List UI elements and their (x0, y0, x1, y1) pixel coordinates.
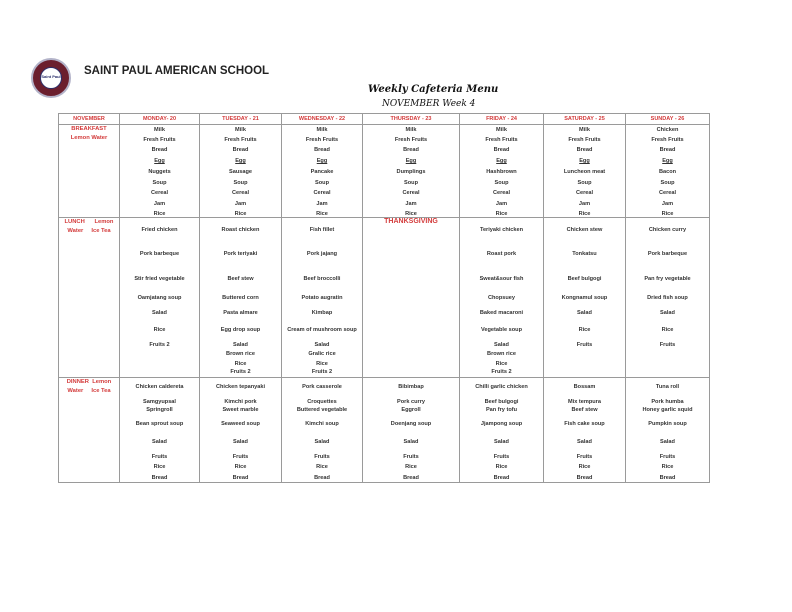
menu-item: Fruits (576, 342, 593, 348)
menu-item: Pork teriyaki (223, 251, 258, 257)
menu-item: Egg (579, 158, 590, 164)
menu-item: Rice (153, 464, 166, 470)
menu-item: Bread (232, 147, 249, 153)
menu-item: Rice (316, 361, 328, 367)
menu-item: Chicken (656, 127, 679, 133)
menu-item: Chicken curry (648, 227, 687, 233)
menu-item: Vegetable soup (480, 327, 523, 333)
menu-item: Salad (314, 439, 330, 445)
menu-item: Egg (235, 158, 246, 164)
lunch-drink-line (59, 227, 119, 236)
lunch-label-cell (59, 218, 120, 378)
menu-item: Kongnamul soup (561, 295, 608, 301)
menu-item: Dumplings (396, 169, 426, 175)
holiday-label: THANKSGIVING (384, 218, 438, 225)
day-header-wednesday: WEDNESDAY - 22 (282, 114, 363, 125)
menu-item: Rice (495, 211, 508, 217)
menu-item: Rice (405, 464, 417, 470)
menu-item: Beef broccolli (303, 276, 341, 282)
menu-item: Rice (316, 211, 328, 217)
menu-item: Rice (661, 327, 674, 333)
menu-item: Sausage (228, 169, 252, 175)
school-name: SAINT PAUL AMERICAN SCHOOL (84, 65, 270, 77)
menu-item: Bread (314, 475, 330, 481)
lunch-monday (120, 218, 200, 378)
dinner-wednesday (282, 378, 363, 483)
menu-item: Bread (659, 475, 676, 481)
menu-item: Luncheon meat (563, 169, 606, 175)
menu-item: Milk (405, 127, 417, 133)
menu-item: Beef stew (227, 276, 254, 282)
menu-item: Beef bulgogi (567, 276, 602, 282)
day-header-thursday: THURSDAY - 23 (363, 114, 460, 125)
menu-item: Rice (578, 327, 591, 333)
menu-item: Rice (234, 464, 247, 470)
menu-item: Tuna roll (655, 384, 680, 390)
menu-item: Rice (495, 464, 508, 470)
breakfast-saturday (544, 125, 626, 218)
menu-item: Rice (405, 211, 417, 217)
menu-item: Tonkatsu (572, 251, 597, 257)
menu-item: Egg (405, 158, 417, 164)
menu-item: Rice (153, 211, 166, 217)
menu-item: Soup (152, 180, 167, 186)
breakfast-wednesday (282, 125, 363, 218)
menu-item: Fruits (232, 454, 249, 460)
menu-item: Egg (316, 158, 328, 164)
menu-item: Bread (659, 147, 676, 153)
dinner-row (59, 378, 710, 483)
menu-item: Rice (316, 464, 328, 470)
menu-item: Rice (661, 211, 674, 217)
menu-item: Beef bulgogi (484, 399, 519, 405)
menu-item: Dried fish soup (647, 295, 688, 301)
menu-item: Fruits (151, 454, 168, 460)
menu-item: Jjampong soup (480, 421, 523, 427)
menu-item: Salad (314, 342, 330, 348)
menu-item: Chicken caldereta (135, 384, 184, 390)
menu-item: Milk (154, 127, 165, 133)
menu-item: Salad (403, 439, 419, 445)
menu-item: Buttered corn (222, 295, 259, 301)
menu-item: Salad (233, 342, 248, 348)
dinner-label-line (59, 378, 119, 387)
menu-item: Kimchi soup (305, 421, 339, 427)
menu-item: Pork barbeque (647, 251, 688, 257)
breakfast-thursday (363, 125, 460, 218)
menu-item: Croquettes (307, 399, 337, 405)
lunch-label: LUNCH (64, 219, 85, 225)
menu-item: Cereal (231, 190, 250, 196)
school-logo (31, 58, 71, 98)
dinner-drink-icetea: Ice Tea (91, 388, 111, 394)
menu-item: Salad (494, 439, 509, 445)
menu-item: Rice (153, 327, 166, 333)
breakfast-label-cell (59, 125, 120, 218)
menu-item: Chicken stew (566, 227, 603, 233)
menu-item: Salad (577, 310, 592, 316)
menu-item: Honey garlic squid (642, 407, 693, 413)
menu-item: Egg (662, 158, 673, 164)
day-header-monday: MONDAY- 20 (120, 114, 200, 125)
menu-item: Cereal (150, 190, 169, 196)
menu-item: Rice (578, 211, 591, 217)
menu-item: Bread (403, 147, 419, 153)
menu-item: Chilli garlic chicken (475, 384, 528, 390)
menu-item: Bread (403, 475, 419, 481)
day-header-friday: FRIDAY - 24 (460, 114, 544, 125)
menu-item: Bean sprout soup (135, 421, 184, 427)
menu-item: Jam (661, 201, 674, 207)
menu-item: Kimbap (311, 310, 333, 316)
breakfast-friday (460, 125, 544, 218)
menu-item: Bread (314, 147, 330, 153)
menu-item: Rice (578, 464, 591, 470)
menu-item: Fresh Fruits (394, 137, 428, 143)
menu-item: Cereal (575, 190, 594, 196)
dinner-monday (120, 378, 200, 483)
lunch-label-line (59, 218, 119, 227)
menu-item: Sweet marble (222, 407, 259, 413)
menu-item: Fruits (659, 454, 676, 460)
menu-item: Fresh Fruits (568, 137, 601, 143)
menu-item: Salad (233, 439, 248, 445)
menu-item: Pork curry (397, 399, 425, 405)
dinner-tuesday (200, 378, 282, 483)
menu-item: Brown rice (226, 351, 255, 357)
menu-item: Pork humba (651, 399, 684, 405)
menu-item: Milk (579, 127, 590, 133)
breakfast-label: BREAKFAST (71, 126, 107, 132)
menu-item: Potato augratin (301, 295, 343, 301)
menu-item: Bossam (573, 384, 596, 390)
menu-item: Fruits (576, 454, 593, 460)
menu-item: Fresh Fruits (305, 137, 339, 143)
menu-item: Salad (494, 342, 509, 348)
menu-item: Bread (151, 147, 168, 153)
menu-item: Brown rice (487, 351, 516, 357)
menu-item: Chopsuey (487, 295, 516, 301)
breakfast-monday (120, 125, 200, 218)
menu-item: Salad (152, 310, 167, 316)
menu-item: Pork casserole (302, 384, 342, 390)
menu-item: Nuggets (148, 169, 171, 175)
menu-item: Samgyupsal (143, 399, 176, 405)
menu-item: Kimchi pork (224, 399, 257, 405)
logo-emblem (40, 67, 62, 89)
menu-item: Oamjatang soup (137, 295, 182, 301)
menu-item: Rice (495, 361, 508, 367)
menu-item: Pan fry tofu (485, 407, 518, 413)
dinner-saturday (544, 378, 626, 483)
lunch-wednesday (282, 218, 363, 378)
menu-item: Fruits (659, 342, 676, 348)
menu-item: Buttered vegetable (296, 407, 348, 413)
menu-table (58, 113, 710, 483)
menu-item: Sweat&sour fish (479, 276, 524, 282)
menu-item: Fish cake soup (564, 421, 605, 427)
day-header-saturday: SATURDAY - 25 (544, 114, 626, 125)
menu-item: Fruits (493, 454, 510, 460)
lunch-friday (460, 218, 544, 378)
menu-item: Stir fried vegetable (134, 276, 185, 282)
menu-item: Rice (234, 361, 247, 367)
menu-subtitle: NOVEMBER Week 4 (382, 99, 476, 109)
menu-item: Jam (316, 201, 328, 207)
menu-item: Egg (154, 158, 165, 164)
menu-item: Pumpkin soup (648, 421, 687, 427)
menu-item: Seaweed soup (221, 421, 260, 427)
lunch-drink-icetea: Ice Tea (91, 228, 111, 234)
lunch-drink-water: Water (67, 228, 84, 234)
menu-item: Bread (232, 475, 249, 481)
menu-item: Rice (661, 464, 674, 470)
menu-item: Bread (151, 475, 168, 481)
menu-item: Chicken tepanyaki (215, 384, 266, 390)
menu-item: Salad (660, 310, 675, 316)
table-header-row (59, 114, 710, 125)
menu-item: Pan fry vegetable (644, 276, 691, 282)
menu-item: Bacon (658, 169, 677, 175)
dinner-thursday (363, 378, 460, 483)
menu-item: Roast chicken (221, 227, 260, 233)
menu-item: Cereal (313, 190, 331, 196)
menu-item: Fruits 2 (311, 369, 333, 375)
lunch-tuesday (200, 218, 282, 378)
menu-item: Jam (153, 201, 166, 207)
menu-item: Pancake (310, 169, 334, 175)
day-header-tuesday: TUESDAY - 21 (200, 114, 282, 125)
dinner-drink-lemon: Lemon (92, 379, 112, 385)
menu-item: Salad (577, 439, 592, 445)
menu-item: Baked macaroni (479, 310, 524, 316)
menu-item: Cereal (658, 190, 677, 196)
menu-item: Salad (660, 439, 675, 445)
menu-item: Fried chicken (141, 227, 178, 233)
month-header: NOVEMBER (59, 114, 120, 125)
menu-item: Fruits 2 (149, 342, 170, 348)
menu-item: Soup (233, 180, 248, 186)
menu-item: Fish fillet (309, 227, 335, 233)
menu-item: Egg drop soup (220, 327, 261, 333)
menu-item: Mix tempura (568, 399, 601, 405)
menu-item: Bibimbap (398, 384, 424, 390)
menu-item: Egg (496, 158, 507, 164)
menu-item: Soup (660, 180, 675, 186)
menu-item: Jam (234, 201, 247, 207)
day-header-sunday: SUNDAY - 26 (626, 114, 710, 125)
menu-item: Fresh Fruits (143, 137, 176, 143)
breakfast-tuesday (200, 125, 282, 218)
lunch-drink-lemon: Lemon (94, 219, 114, 225)
menu-item: Soup (577, 180, 592, 186)
logo-text: Saint Paul (41, 74, 61, 79)
menu-item: Hashbrown (486, 169, 517, 175)
menu-item: Salad (152, 439, 167, 445)
dinner-label: DINNER (66, 379, 89, 385)
menu-item: Eggroll (401, 407, 421, 413)
breakfast-row (59, 125, 710, 218)
menu-item: Bread (493, 147, 510, 153)
menu-item: Doenjang soup (390, 421, 432, 427)
menu-item: Milk (496, 127, 507, 133)
menu-item: Fruits 2 (491, 369, 512, 375)
menu-item: Cereal (402, 190, 420, 196)
menu-item: Soup (404, 180, 418, 186)
menu-item: Pasta almare (223, 310, 258, 316)
menu-item: Milk (316, 127, 328, 133)
dinner-friday (460, 378, 544, 483)
menu-item: Jam (578, 201, 591, 207)
menu-item: Rice (234, 211, 247, 217)
dinner-drink-line (59, 387, 119, 396)
menu-item: Jam (405, 201, 417, 207)
breakfast-drink: Lemon Water (70, 135, 108, 141)
lunch-row (59, 218, 710, 378)
menu-item: Gralic rice (308, 351, 336, 357)
menu-item: Beef stew (571, 407, 598, 413)
menu-item: Fruits (403, 454, 419, 460)
menu-item: Springroll (146, 407, 173, 413)
dinner-drink-water: Water (67, 388, 84, 394)
thanksgiving-cell (363, 218, 460, 378)
menu-item: Fresh Fruits (224, 137, 257, 143)
menu-item: Teriyaki chicken (479, 227, 524, 233)
menu-item: Pork barbeque (139, 251, 180, 257)
menu-item: Bread (576, 147, 593, 153)
menu-item: Fresh Fruits (485, 137, 518, 143)
menu-item: Milk (235, 127, 246, 133)
lunch-saturday (544, 218, 626, 378)
menu-item: Cereal (492, 190, 511, 196)
dinner-sunday (626, 378, 710, 483)
dinner-label-cell (59, 378, 120, 483)
menu-item: Fresh Fruits (651, 137, 684, 143)
menu-item: Jam (495, 201, 508, 207)
menu-item: Soup (494, 180, 509, 186)
breakfast-sunday (626, 125, 710, 218)
menu-item: Cream of mushroom soup (287, 327, 357, 333)
lunch-sunday (626, 218, 710, 378)
menu-item: Roast pork (486, 251, 517, 257)
menu-item: Bread (493, 475, 510, 481)
menu-item: Pork jajang (306, 251, 338, 257)
menu-item: Fruits 2 (230, 369, 251, 375)
menu-item: Fruits (314, 454, 330, 460)
menu-title: Weekly Cafeteria Menu (368, 84, 499, 95)
menu-item: Soup (315, 180, 329, 186)
menu-item: Bread (576, 475, 593, 481)
